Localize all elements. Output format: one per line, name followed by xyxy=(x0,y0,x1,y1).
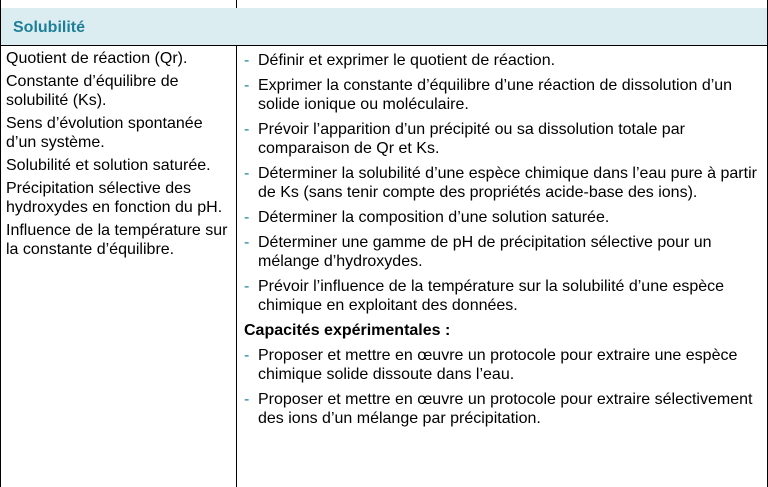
section-title: Solubilité xyxy=(13,19,85,36)
bullet-dash: - xyxy=(244,234,250,251)
bullet-dash: - xyxy=(244,121,250,138)
table-border-left-stub xyxy=(0,0,1,8)
capacite-text: Prévoir l’apparition d’un précipité ou sa dissolution totale par comparaison de Qr et Ks. xyxy=(258,121,685,157)
capacite-item xyxy=(244,51,764,70)
capacite-text: Déterminer la composition d’une solution saturée. xyxy=(258,209,610,226)
table-column-divider xyxy=(236,45,237,487)
section-header xyxy=(1,8,767,45)
bullet-dash: - xyxy=(244,77,250,94)
capacite-text: Déterminer une gamme de pH de précipitation sélective pour un mélange d’hydroxydes. xyxy=(258,234,712,270)
bullet-dash: - xyxy=(244,52,250,69)
capacite-item xyxy=(244,164,764,202)
notion-item: Influence de la température sur la constante d’équilibre. xyxy=(6,222,228,258)
table-border-left xyxy=(0,8,1,487)
capacites-column xyxy=(244,51,764,434)
capacite-text: Définir et exprimer le quotient de réaction. xyxy=(258,52,556,69)
experimental-heading: Capacités expérimentales : xyxy=(244,322,451,339)
bullet-dash: - xyxy=(244,209,250,226)
notion-item: Sens d’évolution spontanée d’un système. xyxy=(6,115,203,151)
experimental-text: Proposer et mettre en œuvre un protocole pour extraire une espèce chimique solide dissoute dans l’eau. xyxy=(258,347,738,383)
bullet-dash: - xyxy=(244,278,250,295)
experimental-item xyxy=(244,390,764,428)
table-divider-stub xyxy=(236,0,237,8)
bullet-dash: - xyxy=(244,347,250,364)
notion-item: Précipitation sélective des hydroxydes en fonction du pH. xyxy=(6,180,223,216)
capacite-item xyxy=(244,277,764,315)
capacite-text: Exprimer la constante d’équilibre d’une réaction de dissolution d’un solide ionique ou moléculaire. xyxy=(258,77,733,113)
capacite-item xyxy=(244,120,764,158)
capacite-text: Déterminer la solubilité d’une espèce chimique dans l’eau pure à partir de Ks (sans tenir compte des propriétés acide-base des ions). xyxy=(258,165,757,201)
bullet-dash: - xyxy=(244,391,250,408)
experimental-item xyxy=(244,346,764,384)
capacite-item xyxy=(244,76,764,114)
capacite-item xyxy=(244,233,764,271)
notion-item: Quotient de réaction (Qr). xyxy=(6,50,188,67)
capacite-text: Prévoir l’influence de la température sur la solubilité d’une espèce chimique en exploitant des données. xyxy=(258,278,725,314)
capacite-item xyxy=(244,208,764,227)
bullet-dash: - xyxy=(244,165,250,182)
notion-item: Constante d’équilibre de solubilité (Ks). xyxy=(6,73,179,109)
notions-column xyxy=(6,49,234,263)
notion-item: Solubilité et solution saturée. xyxy=(6,157,211,174)
experimental-text: Proposer et mettre en œuvre un protocole pour extraire sélectivement des ions d’un mélange par précipitation. xyxy=(258,391,753,427)
table-rule-header xyxy=(0,45,768,46)
